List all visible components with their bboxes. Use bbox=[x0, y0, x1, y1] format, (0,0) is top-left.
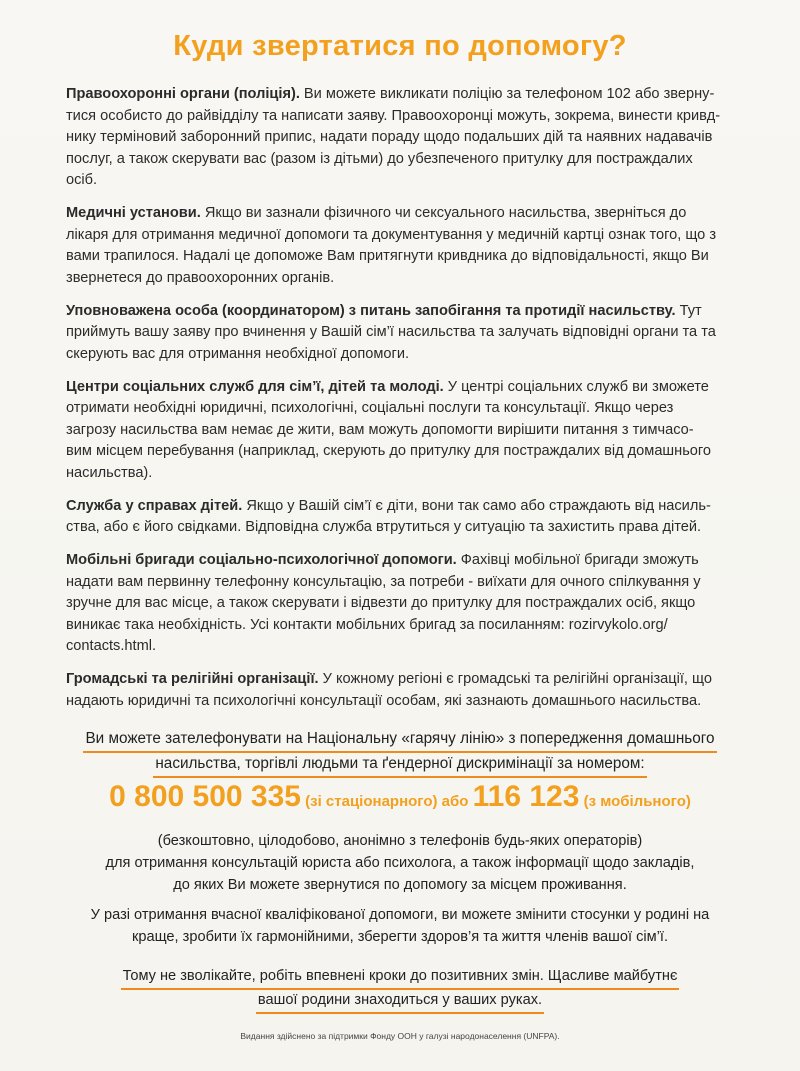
encouragement-text bbox=[60, 904, 740, 948]
section-text: осіб. bbox=[66, 172, 98, 188]
footer-credit: Видання здійснено за підтримки Фонду ООН у галузі народонаселення (UNFPA). bbox=[240, 1031, 560, 1041]
section-text: скерують вас для отримання необхідної допомоги. bbox=[66, 345, 410, 362]
section-text: звернетеся до правоохоронних органів. bbox=[66, 269, 335, 286]
section-heading: Уповноважена особа (координатором) з питань запобігання та протидії насильству. bbox=[66, 302, 676, 319]
section-text: Якщо у Вашій сім’ї є діти, вони так само або страждають від насиль- bbox=[242, 497, 711, 514]
help-sections bbox=[66, 84, 756, 724]
final-callout bbox=[60, 966, 740, 1014]
section-police bbox=[66, 84, 756, 192]
section-medical bbox=[66, 203, 756, 289]
final-line-1: Тому не зволікайте, робіть впевнені кроки до позитивних змін. Щасливе майбутнє bbox=[121, 966, 680, 990]
encouragement-line: краще, зробити їх гармонійними, зберегти здоров’я та життя членів вашої сім’ї. bbox=[131, 929, 669, 945]
section-text: виникає така необхідність. Усі контакти мобільних бригад за посиланням: rozirvykolo.org/ bbox=[66, 616, 668, 633]
section-text: насильства). bbox=[66, 464, 153, 481]
section-ngo-religious bbox=[66, 669, 756, 712]
section-text: У центрі соціальних служб ви зможете bbox=[443, 378, 709, 395]
section-text: надати вам первинну телефонну консультацію, за потреби - виїхати для очного спілкування у bbox=[66, 573, 701, 590]
hotline-text-line-2: насильства, торгівлі людьми та ґендерної дискримінації за номером: bbox=[153, 753, 646, 778]
section-text: лікаря для отримання медичної допомоги та документування у медичній картці ознак того, що з bbox=[66, 226, 717, 243]
section-heading: Правоохоронні органи (поліція). bbox=[66, 86, 300, 102]
info-line: до яких Ви можете звернутися по допомогу за місцем проживання. bbox=[173, 877, 627, 893]
hotline-callout bbox=[60, 728, 740, 778]
section-coordinator bbox=[66, 301, 756, 366]
section-text: приймуть вашу заяву про вчинення у Вашій сім’ї насильства та залучать відповідні органи та та bbox=[66, 324, 716, 340]
section-text: Тут bbox=[675, 302, 702, 319]
section-text: Якщо ви зазнали фізичного чи сексуального насильства, зверніться до bbox=[200, 205, 687, 221]
section-text: Фахівці мобільної бригади зможуть bbox=[456, 552, 699, 568]
section-heading: Медичні установи. bbox=[66, 205, 201, 221]
section-text: послуг, а також скерувати вас (разом із дітьми) до убезпеченого притулку для постраждалих bbox=[66, 150, 693, 167]
hotline-text-line-1: Ви можете зателефонувати на Національну «гарячу лінію» з попередження домашнього bbox=[83, 728, 716, 753]
section-text: вами трапилося. Надалі це допоможе Вам притягнути кривдника до відповідальності, якщо Ви bbox=[66, 248, 709, 264]
section-text: тися особисто до райвідділу та написати заяву. Правоохоронці можуть, зокрема, винести кривд- bbox=[66, 107, 721, 124]
page-title: Куди звертатися по допомогу? bbox=[173, 30, 627, 62]
section-text: отримати необхідні юридичні, психологічні, соціальні послуги та консультації. Якщо через bbox=[66, 400, 674, 416]
section-text: Ви можете викликати поліцію за телефоном 102 або зверну- bbox=[299, 86, 715, 102]
section-children-service bbox=[66, 496, 756, 539]
section-heading: Мобільні бригади соціально-психологічної допомоги. bbox=[66, 552, 457, 568]
hotline-number-mobile-note: (з мобільного) bbox=[579, 793, 691, 810]
section-text: ства, або є його свідками. Відповідна служба втрутиться у ситуацію та захистить права дітей. bbox=[66, 519, 702, 535]
encouragement-line: У разі отримання вчасної кваліфікованої допомоги, ви можете змінити стосунки у родині на bbox=[90, 907, 710, 923]
section-text: нику терміновий заборонний припис, надати пораду щодо подальших дій та наявних надавачів bbox=[66, 129, 713, 145]
section-text: вим місцем перебування (наприклад, скерують до притулку для постраждалих від домашнього bbox=[66, 443, 712, 459]
hotline-numbers bbox=[0, 780, 800, 814]
section-text: У кожному регіоні є громадські та релігійні організації, що bbox=[318, 671, 713, 687]
section-heading: Служба у справах дітей. bbox=[66, 497, 243, 514]
final-line-2: вашої родини знаходиться у ваших руках. bbox=[256, 990, 544, 1014]
hotline-number-landline-note: (зі стаціонарного) або bbox=[300, 793, 473, 810]
info-line: для отримання консультацій юриста або психолога, а також інформації щодо закладів, bbox=[105, 855, 695, 871]
section-text: зручне для вас місце, а також скерувати і відвезти до притулку для постраждалих осіб, якщо bbox=[66, 595, 696, 611]
section-heading: Громадські та релігійні організації. bbox=[66, 671, 319, 687]
hotline-number-mobile[interactable]: 116 123 bbox=[472, 780, 580, 813]
section-social-centers bbox=[66, 377, 756, 485]
section-text: надають юридичні та психологічні консультації особам, які зазнають домашнього насильства. bbox=[66, 692, 702, 709]
section-mobile-teams bbox=[66, 550, 756, 658]
info-line: (безкоштовно, цілодобово, анонімно з телефонів будь-яких операторів) bbox=[157, 833, 643, 849]
section-text: загрозу насильства вам немає де жити, вам можуть допомогти вирішити питання з тимчасо- bbox=[66, 421, 694, 438]
hotline-info bbox=[60, 830, 740, 896]
section-text: contacts.html. bbox=[66, 638, 157, 654]
section-heading: Центри соціальних служб для сім’ї, дітей та молоді. bbox=[66, 378, 444, 395]
hotline-number-landline[interactable]: 0 800 500 335 bbox=[109, 780, 301, 813]
